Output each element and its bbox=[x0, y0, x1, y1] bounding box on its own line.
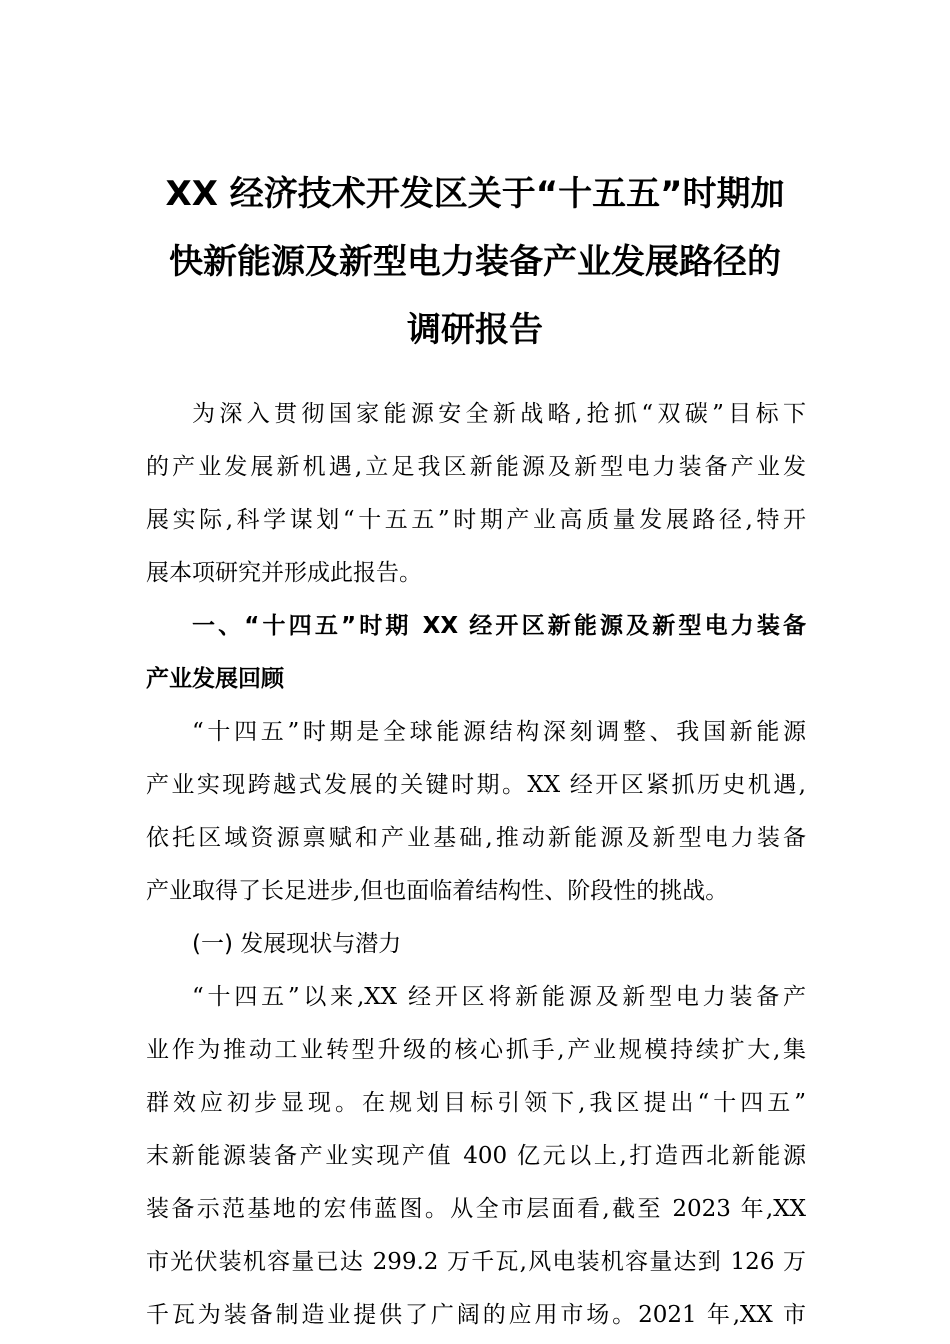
paragraph-line: 展实际,科学谋划“十五五”时期产业高质量发展路径,特开 bbox=[146, 507, 806, 533]
paragraph-line: 依托区域资源禀赋和产业基础,推动新能源及新型电力装备 bbox=[146, 825, 806, 851]
paragraph-line: 末新能源装备产业实现产值 400 亿元以上,打造西北新能源 bbox=[146, 1143, 806, 1169]
intro-paragraph bbox=[146, 388, 806, 600]
paragraph-line: 装备示范基地的宏伟蓝图。从全市层面看,截至 2023 年,XX bbox=[146, 1196, 806, 1222]
paragraph-line: 千瓦为装备制造业提供了广阔的应用市场。2021 年,XX 市 bbox=[146, 1302, 806, 1328]
subsection-1-heading bbox=[146, 918, 806, 971]
section-1-paragraph bbox=[146, 706, 806, 918]
section-heading-line: 产业发展回顾 bbox=[146, 666, 284, 692]
subsection-1-paragraph bbox=[146, 971, 806, 1342]
paragraph-line: 为深入贯彻国家能源安全新战略,抢抓“双碳”目标下 bbox=[192, 401, 806, 427]
paragraph-line: “十四五”以来,XX 经开区将新能源及新型电力装备产 bbox=[192, 984, 806, 1010]
subsection-heading-line: (一) 发展现状与潜力 bbox=[192, 931, 402, 957]
paragraph-line: 产业实现跨越式发展的关键时期。XX 经开区紧抓历史机遇, bbox=[146, 772, 806, 798]
paragraph-line: 市光伏装机容量已达 299.2 万千瓦,风电装机容量达到 126 万 bbox=[146, 1249, 806, 1275]
section-1-heading bbox=[146, 600, 806, 706]
paragraph-line: 群效应初步显现。在规划目标引领下,我区提出“十四五” bbox=[146, 1090, 806, 1116]
paragraph-line: 产业取得了长足进步,但也面临着结构性、阶段性的挑战。 bbox=[146, 878, 729, 904]
title-line: 快新能源及新型电力装备产业发展路径的 bbox=[169, 242, 781, 282]
paragraph-line: 业作为推动工业转型升级的核心抓手,产业规模持续扩大,集 bbox=[146, 1037, 806, 1063]
paragraph-line: “十四五”时期是全球能源结构深刻调整、我国新能源 bbox=[192, 719, 806, 745]
document-body bbox=[146, 388, 806, 1342]
title-line: XX 经济技术开发区关于“十五五”时期加 bbox=[165, 174, 785, 214]
section-heading-line: 一、“十四五”时期 XX 经开区新能源及新型电力装备 bbox=[192, 613, 806, 639]
title-line: 调研报告 bbox=[407, 310, 543, 350]
paragraph-line: 的产业发展新机遇,立足我区新能源及新型电力装备产业发 bbox=[146, 454, 806, 480]
document-title bbox=[140, 160, 810, 364]
paragraph-line: 展本项研究并形成此报告。 bbox=[146, 560, 422, 586]
